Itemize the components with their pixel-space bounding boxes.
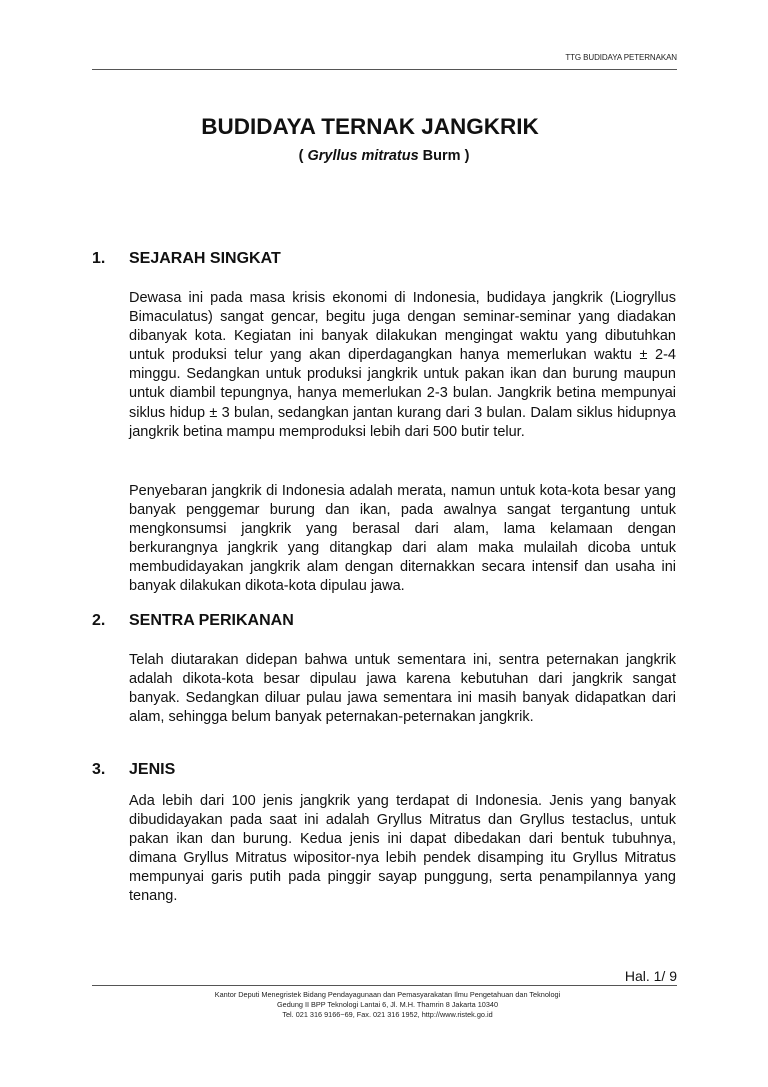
section-1-paragraph-2: Penyebaran jangkrik di Indonesia adalah merata, namun untuk kota-kota besar yang banyak penggemar burung dan ikan, pada awalnya sangat tergantung untuk mengkonsumsi jangkrik yang berasal dari alam, lama kelamaan dengan berkurangnya jangkrik yang ditangkap dari alam maka mulailah dicoba untuk membudidayakan jangkrik alam dengan diternakkan secara intensif dan usaha ini banyak dilakukan dikota-kota dipulau jawa. bbox=[129, 483, 676, 595]
document-title: BUDIDAYA TERNAK JANGKRIK bbox=[201, 114, 539, 139]
section-title: JENIS bbox=[129, 761, 176, 778]
subtitle-open: ( bbox=[298, 148, 308, 164]
footer-line-1: Kantor Deputi Menegristek Bidang Pendayagunaan dan Pemasyarakatan Ilmu Pengetahuan dan Teknologi bbox=[214, 990, 561, 999]
footer-line-3: Tel. 021 316 9166~69, Fax. 021 316 1952, http://www.ristek.go.id bbox=[282, 1010, 493, 1020]
species-name: Gryllus mitratus bbox=[307, 148, 419, 164]
document-subtitle bbox=[0, 148, 768, 164]
section-number: 1. bbox=[92, 250, 106, 267]
page-number: Hal. 1/ 9 bbox=[624, 968, 677, 984]
footer-line-2: Gedung II BPP Teknologi Lantai 6, Jl. M.H. Thamrin 8 Jakarta 10340 bbox=[276, 1000, 499, 1010]
subtitle-close: Burm ) bbox=[418, 148, 470, 164]
header-divider bbox=[92, 69, 677, 70]
section-title: SEJARAH SINGKAT bbox=[129, 250, 281, 267]
footer-divider bbox=[92, 985, 677, 986]
section-title: SENTRA PERIKANAN bbox=[129, 612, 294, 629]
section-3-paragraph-1: Ada lebih dari 100 jenis jangkrik yang terdapat di Indonesia. Jenis yang banyak dibudidayakan pada saat ini adalah Gryllus Mitratus dan Gryllus testaclus, untuk pakan ikan dan burung. Kedua jenis ini dapat dibedakan dari bentuk tubuhnya, dimana Gryllus Mitratus wipositor-nya lebih pendek disamping itu Gryllus Mitratus mempunyai garis putih pada pinggir sayap punggung, serta penampilannya yang tenang. bbox=[129, 793, 676, 905]
section-number: 3. bbox=[92, 761, 106, 778]
section-2-paragraph-1: Telah diutarakan didepan bahwa untuk sementara ini, sentra peternakan jangkrik adalah dikota-kota besar dipulau jawa karena kebutuhan dari jangkrik sangat banyak. Sedangkan diluar pulau jawa sementara ini masih banyak didapatkan dari alam, sehingga belum banyak peternakan-peternakan jangkrik. bbox=[129, 652, 676, 726]
footer bbox=[160, 990, 615, 1021]
section-1-paragraph-1: Dewasa ini pada masa krisis ekonomi di Indonesia, budidaya jangkrik (Liogryllus Bimaculatus) sangat gencar, begitu juga dengan seminar-seminar yang diadakan dibanyak kota. Kegiatan ini banyak dilakukan mengingat waktu yang dibutuhkan untuk produksi telur yang akan diperdagangkan hanya memerlukan waktu ± 2-4 minggu. Sedangkan untuk produksi jangkrik untuk pakan ikan dan burung maupun untuk diambil tepungnya, hanya memerlukan 2-3 bulan. Jangkrik betina mempunyai siklus hidup ± 3 bulan, sedangkan jantan kurang dari 3 bulan. Dalam siklus hidupnya jangkrik betina mampu memproduksi lebih dari 500 butir telur. bbox=[129, 290, 676, 440]
running-header: TTG BUDIDAYA PETERNAKAN bbox=[565, 53, 677, 62]
section-number: 2. bbox=[92, 612, 106, 629]
